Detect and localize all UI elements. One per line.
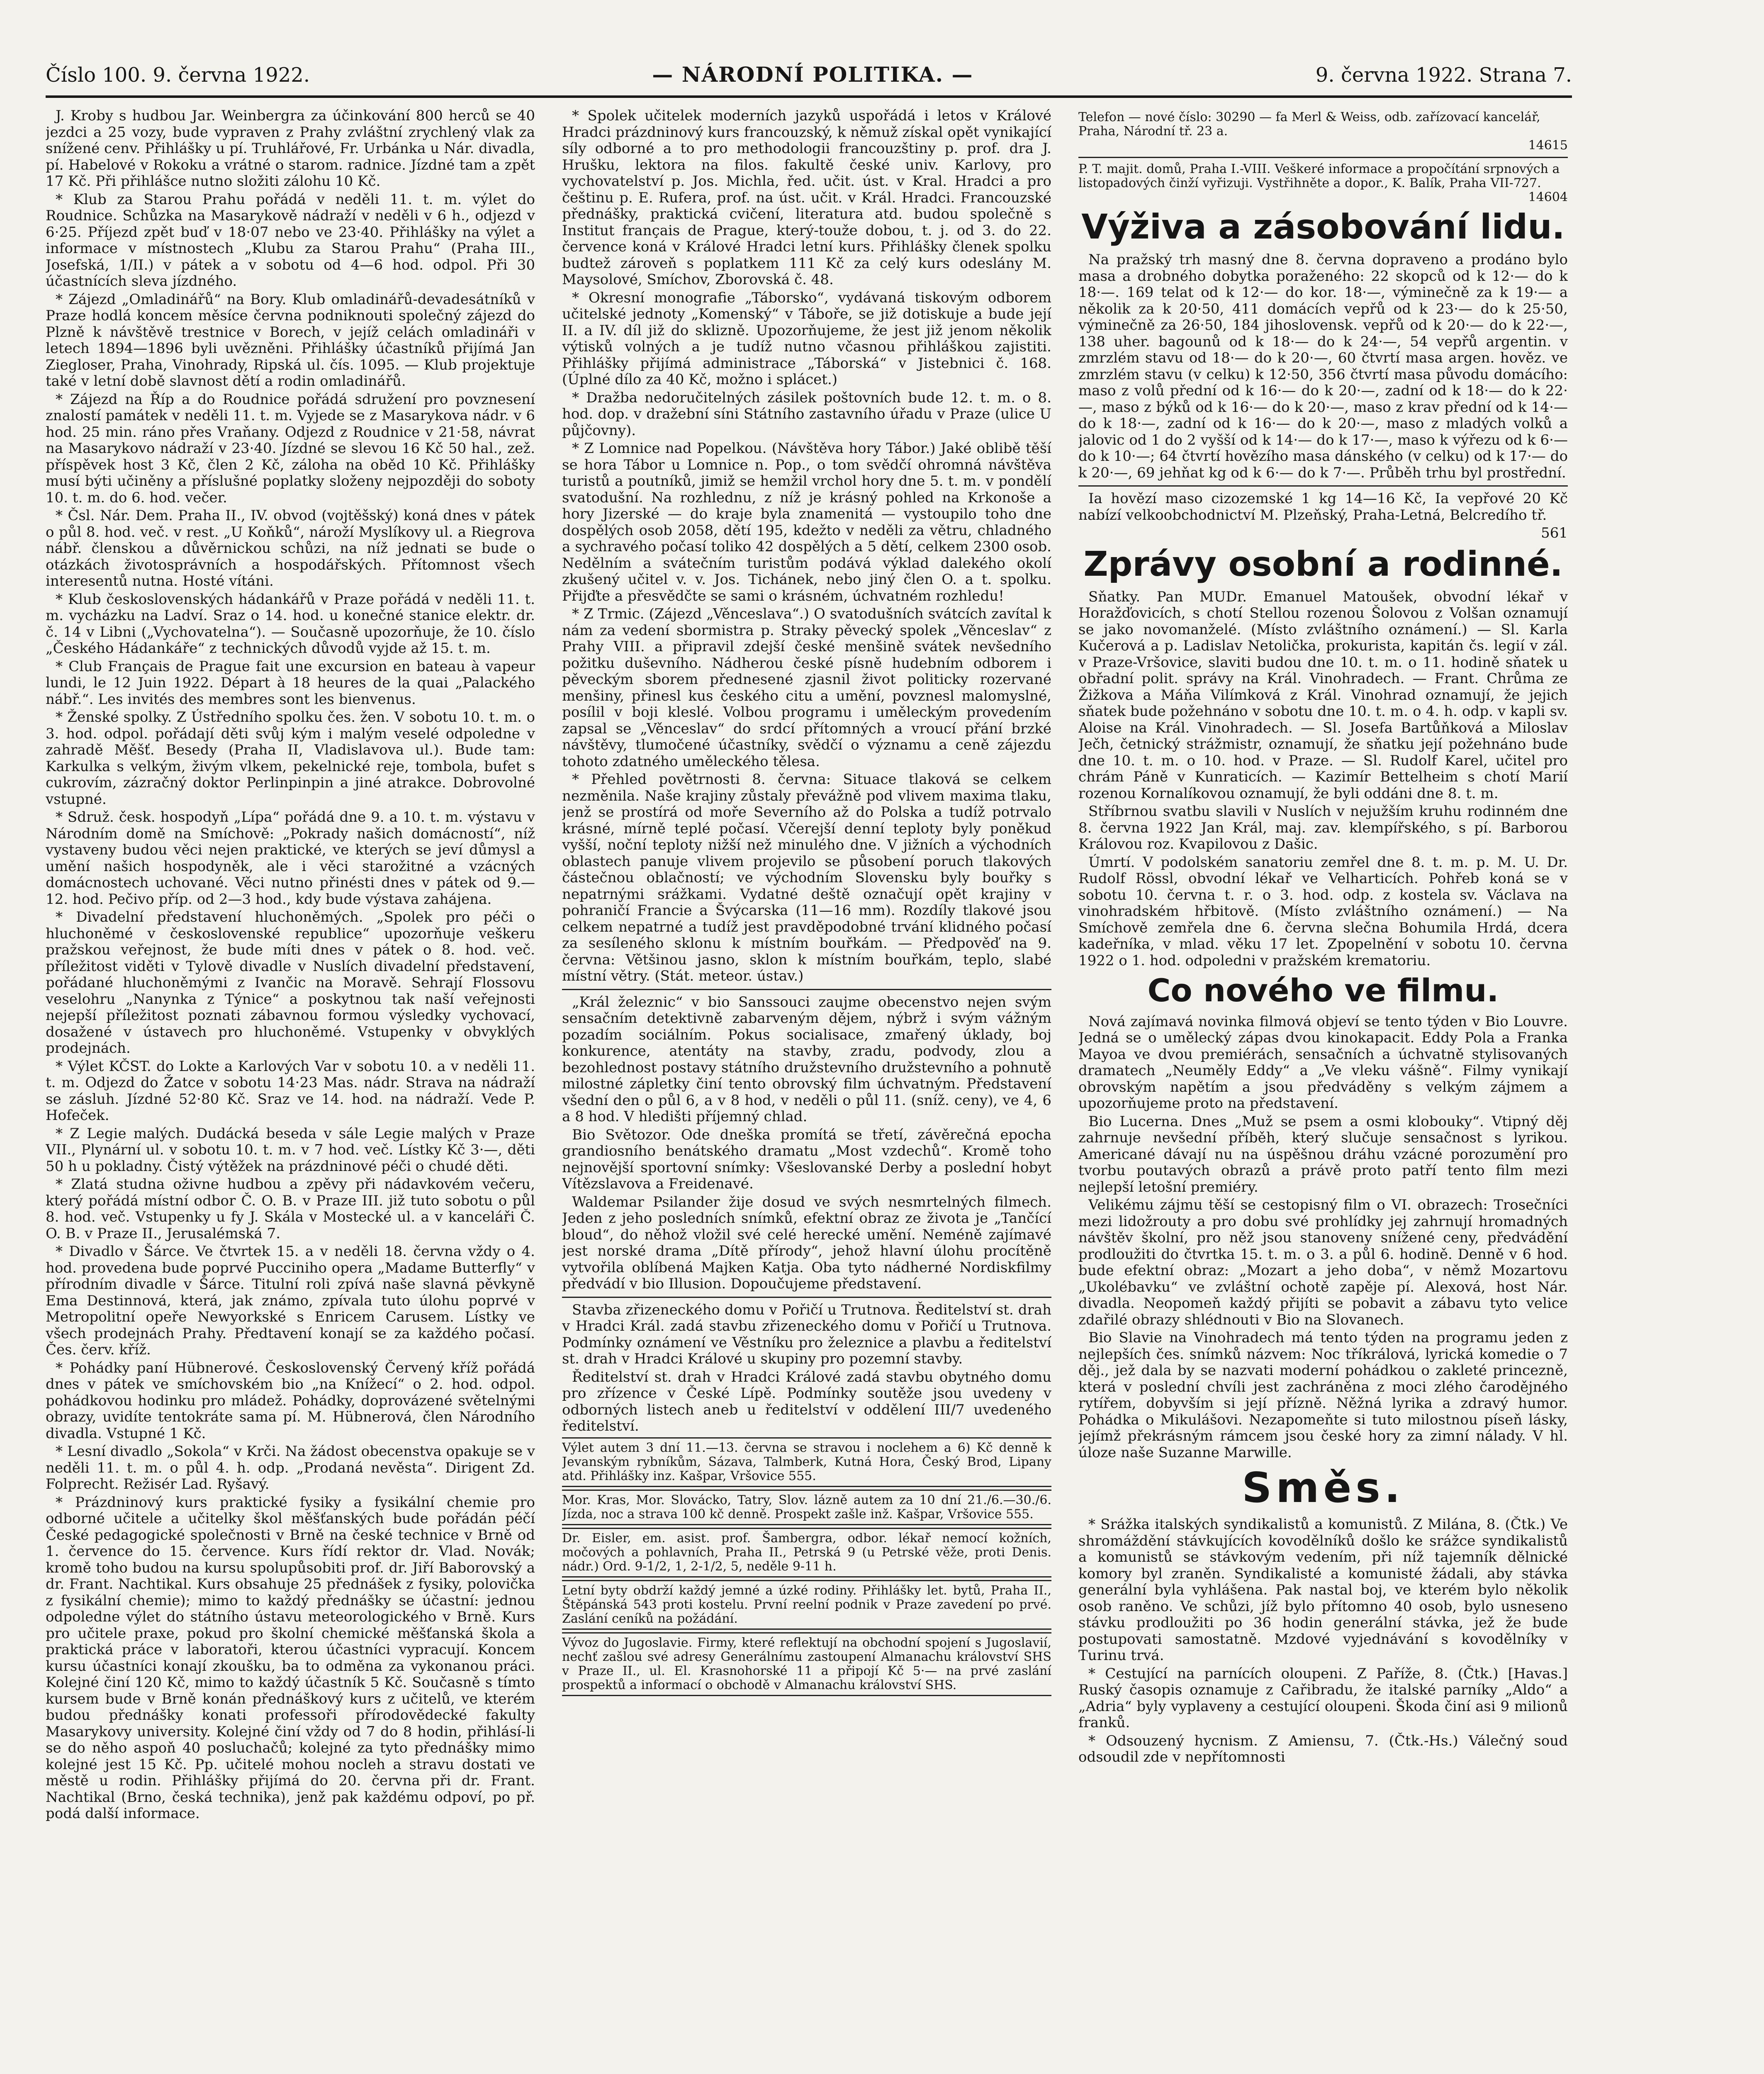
article-paragraph: Stříbrnou svatbu slavili v Nuslích v nejužším kruhu rodinném dne 8. června 1922 Jan Král, maj. zav. klempířského, s pí. Barborou Královou roz. Kvapilovou z Dašic. bbox=[1078, 803, 1568, 853]
article-paragraph: * Z Lomnice nad Popelkou. (Návštěva hory Tábor.) Jaké oblibě těší se hora Tábor u Lomnice n. Pop., o tom svědčí ohromná návštěva turistů a poutníků, jimiž se hemžil vrchol hory dne 5. t. m. v pondělí svatodušní. Na rozhlednu, z níž je krásný pohled na Krkonoše a hory Jizerské — do kraje byla znamenitá — vystoupilo toho dne dospělých osob 2058, dětí 195, kdežto v neděli za větru, chladného a sychravého počasí toliko 42 dospělých a 5 dětí, celkem 2300 osob. Nedělním a svátečním turistům podává výklad dalekého okolí zkušený učitel v. v. Jos. Tichánek, nebo jiný člen O. a t. spolku. Přijďte a přesvědčte se sami o krásném, úchvatném rozhledu! bbox=[562, 440, 1051, 604]
article-paragraph: * Výlet KČST. do Lokte a Karlových Var v sobotu 10. a v neděli 11. t. m. Odjezd do Žatce v sobotu 14·23 Mas. nádr. Strava na nádraží se zásluh. Jízdné 52·80 Kč. Sraz ve 14. hod. na nádraží. Vede P. Hofeček. bbox=[46, 1058, 535, 1124]
column-divider bbox=[562, 989, 1051, 990]
article-paragraph: Bio Lucerna. Dnes „Muž se psem a osmi klobouky“. Vtipný děj zahrnuje nevšední příběh, který slučuje sensačnost s lyrikou. Americané dávají nu na úspěšnou dráhu vzácné porozumění pro tvorbu poutavých obrazů a právě proto patří tento film mezi nejlepší letošní premiéry. bbox=[1078, 1113, 1568, 1195]
article-paragraph: „Král železnic“ v bio Sanssouci zaujme obecenstvo nejen svým sensačním detektivně zabarveným dějem, nýbrž i svým vážným pozadím sociálním. Pokus socialisace, zmařený úklady, boj konkurence, atentáty na stavby, zradu, podvody, zlou a bezohlednost postavy státního družstevního družstevního a pohnutě milostné zápletky činí tento obrovský film úchvatným. Představení všední den o půl 6, a v 8 hod, v neděli o půl 11. (sníž. ceny), ve 4, 6 a 8 hod. V hledišti příjemný chlad. bbox=[562, 993, 1051, 1125]
article-paragraph: * Čsl. Nár. Dem. Praha II., IV. obvod (vojtěšský) koná dnes v pátek o půl 8. hod. več. v rest. „U Koňků“, nároží Myslíkovy ul. a Riegrova nábř. členskou a důvěrnickou schůzi, na níž jednati se bude o otázkách životosprávních a hospodářských. Přítomnost všech interesentů nutna. Hosté vítáni. bbox=[46, 507, 535, 589]
article-paragraph: * Pohádky paní Hübnerové. Československý Červený kříž pořádá dnes v pátek ve smíchovském bio „na Knížecí“ o 2. hod. odpol. pohádkovou hodinku pro mládež. Pohádky, doprovázené světelnými obrazy, uvidíte tentokráte sama pí. M. Hübnerová, člen Národního divadla. Vstupné 1 Kč. bbox=[46, 1359, 535, 1442]
masthead-issue: Číslo 100. 9. června 1922. bbox=[46, 63, 310, 87]
article-paragraph: * Cestující na parnících oloupeni. Z Paříže, 8. (Čtk.) [Havas.] Ruský časopis oznamuje z Cařibradu, že italské parníky „Aldo“ a „Adria“ byly vyplaveny a cestující oloupeni. Škoda činí asi 9 milionů franků. bbox=[1078, 1665, 1568, 1731]
ad-number: 14615 bbox=[1528, 138, 1568, 153]
article-paragraph: * Zlatá studna oživne hudbou a zpěvy při nádavkovém večeru, který pořádá místní odbor Č. O. B. v Praze III. již tuto sobotu o půl 8. hod. več. Vstupenky u fy J. Skála v Mostecké ul. a v kanceláři Č. O. B. v Praze II., Jerusalémská 7. bbox=[46, 1176, 535, 1242]
domy-ad-text: P. T. majit. domů, Praha I.-VIII. Veškeré informace a propočítání srpnových a listopadových činží vyřizuji. Vystřihněte a dopor., K. Balík, Praha VII-727. bbox=[1078, 162, 1560, 190]
advertisement: Mor. Kras, Mor. Slovácko, Tatry, Slov. lázně autem za 10 dní 21./6.—30./6. Jízda, noc a strava 100 kč denně. Prospekt zašle inž. Kašpar, Vršovice 555. bbox=[562, 1490, 1051, 1525]
telefon-ad-text: Telefon — nové číslo: 30290 — fa Merl & Weiss, odb. zařízovací kancelář, Praha, Národní tř. 23 a. bbox=[1078, 110, 1540, 139]
advertisement: Letní byty obdrží každý jemné a úzké rodiny. Přihlášky let. bytů, Praha II., Štěpánská 543 proti kostelu. První reelní podnik v Praze zavedení po prvé. Zaslání ceníků na požádání. bbox=[562, 1580, 1051, 1630]
article-paragraph: J. Kroby s hudbou Jar. Weinbergra za účinkování 800 herců se 40 jezdci a 25 vozy, bude vypraven z Prahy zvláštní zrychlený vlak za snížené cenv. Přihlášky u pí. Truhlářové, Fr. Urbánka u Nár. divadla, pí. Habelové v Rokoku a vrátné o starom. radnice. Jízdné tam a zpět 17 Kč. Při přihlášce nutno složiti zálohu 10 Kč. bbox=[46, 108, 535, 190]
advertisement: Vývoz do Jugoslavie. Firmy, které reflektují na obchodní spojení s Jugoslavií, nechť zašlou své adresy Generálnímu zastoupení Almanachu království SHS v Praze II., ul. El. Krasnohorské 11 a připojí Kč 5·— na prvé zaslání prospektů a informací o obchodě v Almanachu království SHS. bbox=[562, 1632, 1051, 1696]
advertisement: Výlet autem 3 dní 11.—13. června se stravou i noclehem a 6) Kč denně k Jevanským rybníkům, Sázava, Talmberk, Kutná Hora, Český Brod, Lipany atd. Přihlášky inz. Kašpar, Vršovice 555. bbox=[562, 1437, 1051, 1487]
article-paragraph: Úmrtí. V podolském sanatoriu zemřel dne 8. t. m. p. M. U. Dr. Rudolf Rössl, obvodní lékař ve Velharticích. Pohřeb koná se v sobotu 10. června t. r. o 3. hod. odp. z kostela sv. Václava na vinohradském hřbitově. (Místo zvláštního oznámení.) — Na Smíchově zemřela dne 6. června slečna Bohumila Hrdá, dcera kadeřníka, v mlad. věku 17 let. Zpopelnění v sobotu 10. června 1922 o 1. hod. odpoledni v pražském krematoriu. bbox=[1078, 854, 1568, 969]
article-paragraph: Stavba zřizeneckého domu v Pořičí u Trutnova. Ředitelství st. drah v Hradci Král. zadá stavbu zřizeneckého domu v Pořičí u Trutnova. Podmínky oznámení ve Věstníku pro železnice a plavbu a ředitelství st. drah v Hradci Králové u skupiny pro pozemní stavby. bbox=[562, 1301, 1051, 1367]
article-paragraph: * Srážka italských syndikalistů a komunistů. Z Milána, 8. (Čtk.) Ve shromáždění stávkujících kovodělníků došlo ke srážce syndikalistů a komunistů se stávkovým vedením, při níž tajemník dělnické komory byl zraněn. Syndikalisté a komunisté žádali, aby stávka generální byla vyhlášena. Pak nastal boj, ve kterém bylo několik osob raněno. Ve schůzi, jíž bylo přítomno 40 osob, bylo usneseno stávku prodloužiti po 36 hodin generální stávka, jež že bude postupovati samostatně. Mzdové vyjednávání s kovodělníky v Turinu trvá. bbox=[1078, 1516, 1568, 1664]
article-paragraph: * Zájezd „Omladinářů“ na Bory. Klub omladinářů-devadesátníků v Praze hodlá koncem měsíce června podniknouti společný zájezd do Plzně k návštěvě trestnice v Borech, v jejíž celách omladináři v letech 1894—1896 byli uvězněni. Přihlášky účastníků přijímá Jan Ziegloser, Praha, Vinohrady, Ripská ul. čís. 1095. — Klub projektuje také v letní době slavnost dětí a rodin omladinářů. bbox=[46, 291, 535, 389]
article-paragraph: * Divadelní představení hluchoněmých. „Spolek pro péči o hluchoněmé v československé republice“ upozorňuje veškeru pražskou veřejnost, že bude míti dnes v pátek o 8. hod. več. příležitost viděti v Tylově divadle v Nuslích divadelní představení, pořádané hluchoněmými z Ivančic na Moravě. Sehrají Flossovu veselohru „Nanynka z Týnice“ a poskytnou tak naší veřejnosti nejepší příležitost poznati zábavnou formou výsledky vychovací, dosažené v ústavech pro hluchoněmé. Vstupenky v obvyklých prodejnách. bbox=[46, 909, 535, 1056]
masthead-date-page: 9. června 1922. Strana 7. bbox=[1315, 63, 1572, 87]
article-paragraph: Ředitelství st. drah v Hradci Králové zadá stavbu obytného domu pro zřízence v České Lípě. Podmínky soutěže jsou uvedeny v odborných listech aneb u ředitelství v oddělení III/7 uvedeného ředitelství. bbox=[562, 1368, 1051, 1434]
article-paragraph: * Okresní monografie „Táborsko“, vydávaná tiskovým odborem učitelské jednoty „Komenský“ v Táboře, se již dotiskuje a bude její II. a IV. díl již do sklizně. Upozorňujeme, že jest již jenom několik výtisků volných a je tudíž nutno včasnou přihláškou zajistiti. Přihlášky přijímá administrace „Táborská“ v Jistebnici č. 168. (Úplné dílo za 40 Kč, možno i splácet.) bbox=[562, 289, 1051, 388]
section-heading: Směs. bbox=[1242, 1463, 1404, 1512]
section-heading: Co nového ve filmu. bbox=[1147, 972, 1499, 1009]
article-paragraph: Ia hovězí maso cizozemské 1 kg 14—16 Kč, Ia vepřové 20 Kč nabízí velkoobchodnictví M. Plzeňský, Praha-Letná, Belcredího tř. bbox=[1078, 490, 1568, 523]
article-paragraph: Sňatky. Pan MUDr. Emanuel Matoušek, obvodní lékař v Horažďovicích, s chotí Stellou rozenou Šolovou z Volšan oznamují se jako novomanželé. (Místo zvláštního oznámení.) — Sl. Karla Kučerová a p. Ladislav Netolička, prokurista, kapitán čs. legií v zál. v Praze-Vršovice, slaviti budou dne 10. t. m. o 11. hodině sňatek u obřadní polit. správy na Král. Vinohradech. — Frant. Chrůma ze Žižkova a Máňa Vilímková z Král. Vinohrad oznamují, že jejich sňatek bude požehnáno v sobotu dne 10. t. m. o 4. h. odp. v kapli sv. Aloise na Král. Vinohradech. — Sl. Josefa Bartůňková a Miloslav Ječh, četnický strážmistr, oznamují, že sňatku její požehnáno bude dne 10. t. m. o 10. hod. v Praze. — Sl. Rudolf Karel, učitel pro chrám Páně v Kunraticích. — Kazimír Bettelheim s chotí Marií rozenou Kornalíkovou oznamují, že byli oddáni dne 8. t. m. bbox=[1078, 588, 1568, 802]
article-paragraph: Waldemar Psilander žije dosud ve svých nesmrtelných filmech. Jeden z jeho posledních snímků, efektní obraz ze života je „Tančící bloud“, do něhož vložil své celé herecké umění. Neméně zajímavé jest norské drama „Dítě přírody“, jehož hlavní úlohu procítěně vytvořila oblíbená Majken Katja. Oba tyto nádherné Nordiskfilmy předvádí v bio Illusion. Dopoučujeme představení. bbox=[562, 1193, 1051, 1292]
article-paragraph: * Odsouzený hycnism. Z Amiensu, 7. (Čtk.-Hs.) Válečný soud odsoudil zde v nepřítomnosti bbox=[1078, 1732, 1568, 1766]
ad-number: 14604 bbox=[1528, 190, 1568, 204]
column-divider bbox=[1078, 157, 1568, 158]
ad-number: 561 bbox=[1541, 525, 1568, 542]
article-paragraph: Na pražský trh masný dne 8. června dopraveno a prodáno bylo masa a drobného dobytka poraženého: 22 skopců od k 12·— do k 18·—. 169 telat od k 12·— do kor. 18·—, výminečně za k 19·— a několik za k 20·50, 411 domácích vepřů od k 23·— do k 25·50, výminečně za 26·50, 184 jihoslovensk. vepřů od k 20·— do k 22·—, 138 uher. bagounů od k 18·— do k 24·—, 54 vepřů argentin. v zmrzlém stavu od 18·— do k 20·—, 60 čtvrtí masa argen. hověz. ve zmrzlém stavu (v celku) k 12·50, 356 čtvrtí masa původu domácího: maso z volů přední od k 16·— do k 20·—, zadní od k 18·— do k 22·—, maso z býků od k 16·— do k 20·—, maso z krav přední od k 14·— do k 18·—, zadní od k 16·— do k 20·—, maso z mladých volků a jalovic od 1 do 2 vyšší od k 14·— do k 17·—, maso k výřezu od k 6·— do k 10·—; 64 čtvrtí hovězího masa dánského (v celku) od k 17·— do k 20·—, 69 jehňat kg od k 6·— do k 7·—. Průběh trhu byl prostřední. bbox=[1078, 251, 1568, 481]
article-paragraph: * Z Legie malých. Dudácká beseda v sále Legie malých v Praze VII., Plynární ul. v sobotu 10. t. m. v 7 hod. več. Lístky Kč 3·—, děti 50 h u pokladny. Čistý výtěžek na prázdninové péči o chudé děti. bbox=[46, 1125, 535, 1175]
article-paragraph: * Klub československých hádankářů v Praze pořádá v neděli 11. t. m. vycházku na Ladví. Sraz o 14. hod. u konečné stanice elektr. dr. č. 14 v Libni („Vychovatelna“). — Současně upozorňuje, že 10. číslo „Českého Hádankáře“ z technických důvodů vyjde až 15. t. m. bbox=[46, 591, 535, 657]
article-paragraph: * Klub za Starou Prahu pořádá v neděli 11. t. m. výlet do Roudnice. Schůzka na Masarykově nádraží v neděli v 6 h., odjezd v 6·25. Příjezd zpět buď v 18·07 nebo ve 23·40. Přihlášky na výlet a informace v místnostech „Klubu za Starou Prahu“ (Praha III., Josefská, 1/II.) v pátek a v sobotu od 4—6 hod. odpol. Při 30 účastnících sleva jízdného. bbox=[46, 191, 535, 290]
column-1 bbox=[46, 108, 535, 2074]
article-paragraph: * Prázdninový kurs praktické fysiky a fysikální chemie pro odborné učitele a učitelky škol měšťanských bude pořádán péčí České pedagogické společnosti v Brně na české technice v Brně od 1. července do 15. července. Kurs řídí rektor dr. Vlad. Novák; kromě toho budou na kursu spolupůsobiti prof. dr. Jiří Baborovský a dr. Frant. Nachtikal. Kurs obsahuje 25 přednášek z fysiky, polovička z fysikální chemie); mimo to každý přednášky se účastní: jednou odpoledne výlet do státního ústavu meteorologického v Brně. Kurs pro učitele praxe, pokud pro školní chemické měšťanská škola a praktická práce v laboratoři, kterou účastníci vypracují. Koncem kursu účastníci konají zkoušku, ba to odměna za vykonanou práci. Kolejné činí 120 Kč, mimo to každý účastník 5 Kč. Současně s tímto kursem bude v Brně konán přednáškový kurs z učitelů, ve kterém budou přednášky konati professoři přírodovědecké fakulty Masarykovy university. Kolejné činí vždy od 7 do 8 hodin, přihlásí-li se do něho aspoň 40 posluchačů; kolejné za tyto přednášky mimo kolejné jest 15 Kč. Pp. učitelé mohou nocleh a stravu dostati ve městě u rodin. Přihlášky přijímá do 20. června při dr. Frant. Nachtikal (Brno, česká technika), jenž pak každému odpoví, po př. podá další informace. bbox=[46, 1494, 535, 1822]
article-paragraph: Nová zajímavá novinka filmová objeví se tento týden v Bio Louvre. Jedná se o umělecký zápas dvou kinokapacit. Eddy Pola a Franka Mayoa ve dvou premiérách, sensačních a úchvatně stylisovaných dramatech „Neuměly Eddy“ a „Ve vleku vášně“. Filmy vynikají obrovským napětím a jsou předváděny s velkým zájmem a upozorňujeme proto na představení. bbox=[1078, 1013, 1568, 1112]
article-paragraph: * Sdruž. česk. hospodyň „Lípa“ pořádá dne 9. a 10. t. m. výstavu v Národním domě na Smíchově: „Pokrady našich domácností“, níž vystaveny budou věci nejen praktické, ve kterých se jeví důmysl a umění našich hospodyněk, ale i věci starožitné a vzácných domácnostech uchované. Věci nutno přinésti dnes v pátek od 9.—12. hod. Pečivo příp. od 2—3 hod., kdy bude výstava zahájena. bbox=[46, 809, 535, 908]
column-divider bbox=[1078, 485, 1568, 487]
article-paragraph: Velikému zájmu těší se cestopisný film o VI. obrazech: Trosečníci mezi lidožrouty a pro dobu své prohlídky jej zahrnují hromadných návštěv školní, pro něž jsou stanoveny snížené ceny, předvádění prodloužiti do čtvrtka 15. t. m. o 3. a půl 6. hodině. Denně v 6 hod. bude efektní obraz: „Mozart a jeho doba“, v němž Mozartovu „Ukolébavku“ ve zvláštní ochotě zapěje pí. Alexová, host Nár. divadla. Neopomeň každý přijíti se pobavit a zábavu tyto velice zdařilé obrazy shlédnouti v Bio na Slovanech. bbox=[1078, 1197, 1568, 1328]
masthead-title: — NÁRODNÍ POLITIKA. — bbox=[652, 62, 973, 87]
article-paragraph: * Lesní divadlo „Sokola“ v Krči. Na žádost obecenstva opakuje se v neděli 11. t. m. o půl 4. h. odp. „Prodaná nevěsta“. Dirigent Zd. Folprecht. Režisér Lad. Ryšavý. bbox=[46, 1443, 535, 1492]
article-paragraph: * Dražba nedoručitelných zásilek poštovních bude 12. t. m. o 8. hod. dop. v dražební síni Státního zastavního úřadu v Praze (ulice U půjčovny). bbox=[562, 389, 1051, 439]
domy-ad bbox=[1078, 162, 1568, 204]
telefon-ad bbox=[1078, 110, 1568, 153]
article-paragraph: * Club Français de Prague fait une excursion en bateau à vapeur lundi, le 12 Juin 1922. Départ à 18 heures de la quai „Palackého nábř.“. Les invités des membres sont les bienvenus. bbox=[46, 658, 535, 708]
article-paragraph: * Spolek učitelek moderních jazyků uspořádá i letos v Králové Hradci prázdninový kurs francouzský, k němuž získal opět vynikající síly odborné a to pro methodologii francouzštiny p. prof. dra J. Hrušku, lektora na filos. fakultě české univ. Karlovy, pro vychovatelství p. Jos. Michla, řed. učit. úst. v Kral. Hradci a pro češtinu p. E. Rufera, prof. na úst. učit. v Král. Hradci. Francouzské přednášky, praktická cvičení, literatura atd. budou společně s Institut français de Prague, který-touže dobou, t. j. od 3. do 22. července koná v Králové Hradci letní kurs. Přihlášky členek spolku budtež zároveň s poplatkem 111 Kč za celý kurs odeslány M. Maysolové, Smíchov, Zborovská č. 48. bbox=[562, 108, 1051, 288]
article-paragraph: * Ženské spolky. Z Ústředního spolku čes. žen. V sobotu 10. t. m. o 3. hod. odpol. pořádají děti svůj kým i malým veselé odpoledne v zahradě Měšť. Besedy (Praha II, Vladislavova ul.). Bude tam: Karkulka s velkým, živým vlkem, pekelnické reje, tombola, bufet s cukrovím, zázračný doktor Perlinpinpin a jiné atrakce. Dobrovolné vstupné. bbox=[46, 709, 535, 808]
article-paragraph: * Zájezd na Říp a do Roudnice pořádá sdružení pro povznesení znalostí památek v neděli 11. t. m. Vyjede se z Masarykova nádr. v 6 hod. 25 min. ráno přes Vraňany. Odjezd z Roudnice v 21·58, návrat na Masarykovo nádraží v 23·40. Jízdné se slevou 16 Kč 50 hal., zež. příspěvek host 3 Kč, člen 2 Kč, záloha na oběd 10 Kč. Přihlášky musí býti učiněny a příslušné poplatky složeny nejpozději do soboty 10. t. m. do 6. hod. večer. bbox=[46, 391, 535, 506]
article-paragraph: * Přehled povětrnosti 8. června: Situace tlaková se celkem nezměnila. Naše krajiny zůstaly převážně pod vlivem maxima tlaku, jenž se prostírá od moře Severního až do Polska a tudíž potrvalo krásné, mírně teplé počasí. Včerejší denní teploty byly poněkud vyšší, noční teploty nižší než minulého dne. V jižních a východních oblastech panuje vlivem projevilo se působení poruch tlakových částečnou oblačností; ve východním Slovensku byly bouřky s nepatrnými srážkami. Vydatné deště označují opět krajiny v pohraničí Francie a Švýcarska (11—16 mm). Rozdíly tlakové jsou celkem nepatrné a tudíž jest pravděpodobné trvání klidného počasí za sesíleného sklonu k místním bouřkám. — Předpověď na 9. června: Většinou jasno, sklon k místním bouřkám, teplo, slabé místní větry. (Stát. meteor. ústav.) bbox=[562, 771, 1051, 984]
column-2 bbox=[562, 108, 1051, 2074]
column-divider bbox=[562, 1297, 1051, 1298]
article-paragraph: Bio Světozor. Ode dneška promítá se třetí, závěrečná epocha grandiosního benátského dramatu „Most vzdechů“. Kromě toho nejnovější sportovní snímky: Všeslovanské Derby a poslední hobyt Vítězslavova a Freidenavé. bbox=[562, 1126, 1051, 1192]
column-3 bbox=[1078, 108, 1568, 2074]
advertisement: Dr. Eisler, em. asist. prof. Šambergra, odbor. lékař nemocí kožních, močových a pohlavních, Praha II., Petrská 9 (u Petrské věže, proti Denis. nádr.) Ord. 9-1/2, 1, 2-1/2, 5, neděle 9-11 h. bbox=[562, 1528, 1051, 1577]
masthead bbox=[46, 62, 1572, 98]
article-paragraph: * Z Trmic. (Zájezd „Věnceslava“.) O svatodušních svátcích zavítal k nám za vedení sbormistra p. Straky pěvecký spolek „Věnceslav“ z Prahy VIII. a připravil zdejší české menšině svátek nevšedního požitku duševního. Nádherou české písně hudebním odborem i pěveckým sborem přednesené zjasnil život politicky rozervané menšiny, přinesl kus českého citu a umění, povznesl malomyslné, posílil v boji kleslé. Volbou programu i uměleckým provedením zapsal se „Věnceslav“ do srdcí přítomných a vroucí přání brzké návštěvy, tlumočené účastníky, svědčí o významu a ceně zájezdu tohoto zdatného uměleckého tělesa. bbox=[562, 606, 1051, 770]
section-heading: Výživa a zásobování lidu. bbox=[1081, 207, 1565, 247]
article-paragraph: * Divadlo v Šárce. Ve čtvrtek 15. a v neděli 18. června vždy o 4. hod. provedena bude poprvé Pucciniho opera „Madame Butterfly“ v přírodním divadle v Šárce. Titulní roli zpívá naše slavná pěvkyně Ema Destinnová, která, jak známo, zpívala tuto úlohu poprvé v Metropolitní opeře Newyorkské s Enricem Carusem. Lístky ve všech prodejnách Prahy. Předtavení konají se za každého počasí. Čes. červ. kříž. bbox=[46, 1243, 535, 1358]
section-heading: Zprávy osobní a rodinné. bbox=[1083, 544, 1563, 584]
article-paragraph: Bio Slavie na Vinohradech má tento týden na programu jeden z nejlepších čes. snímků názvem: Noc tříkrálová, lyrická komedie o 7 děj., jež dala by se nazvati moderní pohádkou o zakleté princezně, která v poslední chvíli jest zachráněna z moci zlého čarodějného rytířem, dobyvším si její přízně. Něžná lyrika a zdravý humor. Pohádka o Mikulášovi. Nezapomeňte si tuto milostnou píseň lásky, jejímž překrásným rámcem jsou české hory za zimní nálady. V hl. úloze naše Suzanne Marwille. bbox=[1078, 1329, 1568, 1461]
